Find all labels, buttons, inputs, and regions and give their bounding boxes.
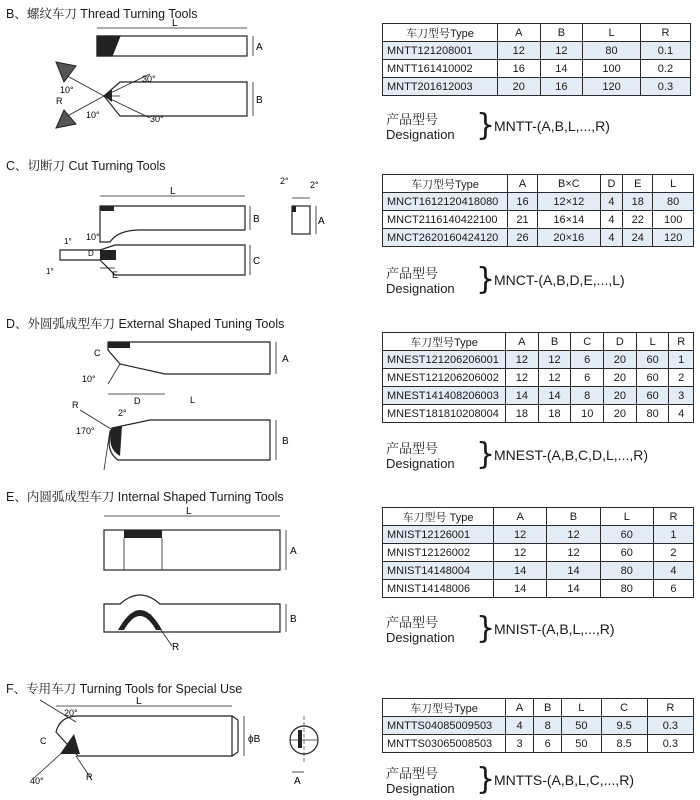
table-cell: 14 <box>494 580 547 598</box>
column-header: B <box>534 699 562 717</box>
column-header: L <box>636 333 669 351</box>
designation-formula: MNTTS-(A,B,L,C,...,R) <box>494 772 634 788</box>
table-cell: 0.1 <box>640 42 690 60</box>
table-cell: MNTT201612003 <box>383 78 498 96</box>
table-cell: 12 <box>538 351 571 369</box>
table-cell: 50 <box>562 735 601 753</box>
table-cell: 100 <box>583 60 641 78</box>
dimension-label: A <box>290 546 297 557</box>
table-cell: 20 <box>604 351 637 369</box>
table-cell: 0.2 <box>640 60 690 78</box>
internal-shaped-tools-table <box>382 507 694 598</box>
dimension-label: A <box>256 42 263 53</box>
column-header: 车刀型号Type <box>383 24 498 42</box>
column-header: A <box>498 24 541 42</box>
designation-label <box>386 441 455 471</box>
table-cell: 6 <box>653 580 693 598</box>
brace-icon: } <box>476 108 496 143</box>
table-cell: MNCT2116140422100 <box>383 211 508 229</box>
designation-label <box>386 615 455 645</box>
table-cell: MNTTS04085009503 <box>383 717 506 735</box>
table-cell: 21 <box>508 211 538 229</box>
table-cell: 18 <box>538 405 571 423</box>
designation-text: 产品型号 <box>386 266 439 281</box>
table-cell: MNCT2620160424120 <box>383 229 508 247</box>
table-cell: 16 <box>508 193 538 211</box>
dimension-label: 40° <box>30 776 44 786</box>
table-header-row <box>383 699 694 717</box>
table-cell: 80 <box>636 405 669 423</box>
table-cell: 22 <box>623 211 653 229</box>
column-header: C <box>601 699 647 717</box>
thread-tools-table <box>382 23 691 96</box>
dimension-label: B <box>253 214 260 225</box>
table-cell: 12 <box>494 526 547 544</box>
designation-text: Designation <box>386 781 455 796</box>
table-cell: 12 <box>538 369 571 387</box>
dimension-label: ϕB <box>248 734 261 745</box>
section-title-c: C、切断刀 Cut Turning Tools <box>6 159 166 173</box>
designation-label <box>386 766 455 796</box>
table-row <box>383 369 694 387</box>
brace-icon: } <box>476 762 496 797</box>
table-cell: 12 <box>494 544 547 562</box>
table-cell: 14 <box>538 387 571 405</box>
table-cell: 0.3 <box>647 717 693 735</box>
table-row <box>383 387 694 405</box>
cut-tool-drawing <box>0 150 370 300</box>
table-cell: 80 <box>583 42 641 60</box>
designation-text: 产品型号 <box>386 441 439 456</box>
column-header: L <box>653 175 694 193</box>
table-header-row <box>383 175 694 193</box>
dimension-label: 10° <box>60 85 74 95</box>
table-cell: 12 <box>547 526 600 544</box>
table-header-row <box>383 333 694 351</box>
designation-formula: MNIST-(A,B,L,...,R) <box>494 621 615 637</box>
dimension-label: B <box>282 436 289 447</box>
section-title-b: B、螺纹车刀 Thread Turning Tools <box>6 7 198 21</box>
table-header-row <box>383 24 691 42</box>
table-cell: 100 <box>653 211 694 229</box>
table-cell: 80 <box>600 580 653 598</box>
column-header: 车刀型号Type <box>383 333 506 351</box>
table-cell: 120 <box>653 229 694 247</box>
table-row <box>383 60 691 78</box>
dimension-label: 30° <box>150 114 164 124</box>
table-cell: 14 <box>506 387 539 405</box>
column-header: L <box>583 24 641 42</box>
table-cell: 120 <box>583 78 641 96</box>
special-use-tools-table <box>382 698 694 753</box>
table-row <box>383 580 694 598</box>
table-cell: 1 <box>669 351 694 369</box>
table-cell: 12 <box>506 351 539 369</box>
designation-formula: MNCT-(A,B,D,E,...,L) <box>494 272 625 288</box>
table-cell: MNEST181810208004 <box>383 405 506 423</box>
column-header: R <box>640 24 690 42</box>
column-header: A <box>494 508 547 526</box>
table-cell: 8 <box>571 387 604 405</box>
table-row <box>383 42 691 60</box>
external-shaped-tools-table <box>382 332 694 423</box>
table-header-row <box>383 508 694 526</box>
table-cell: 20 <box>604 405 637 423</box>
dimension-label: B <box>290 614 297 625</box>
dimension-label: 2° <box>310 180 319 190</box>
dimension-label: 1° <box>64 237 72 246</box>
table-cell: 0.3 <box>640 78 690 96</box>
table-cell: 8.5 <box>601 735 647 753</box>
column-header: R <box>653 508 693 526</box>
table-cell: 60 <box>636 387 669 405</box>
table-cell: 3 <box>669 387 694 405</box>
table-cell: 60 <box>636 369 669 387</box>
dimension-label: E <box>112 270 119 280</box>
table-cell: 10 <box>571 405 604 423</box>
designation-text: Designation <box>386 281 455 296</box>
dimension-label: 2° <box>280 176 289 186</box>
table-cell: MNIST14148006 <box>383 580 494 598</box>
table-cell: MNTT161410002 <box>383 60 498 78</box>
table-cell: 8 <box>534 717 562 735</box>
special-use-tool-drawing <box>0 680 370 800</box>
table-row <box>383 405 694 423</box>
table-cell: 18 <box>506 405 539 423</box>
cut-tools-table <box>382 174 694 247</box>
column-header: L <box>562 699 601 717</box>
section-title-e: E、内圆弧成型车刀 Internal Shaped Turning Tools <box>6 490 284 504</box>
table-cell: 20 <box>604 369 637 387</box>
dimension-label: D <box>134 396 141 406</box>
table-row <box>383 78 691 96</box>
table-cell: 60 <box>600 544 653 562</box>
brace-icon: } <box>476 437 496 472</box>
table-cell: 14 <box>540 60 583 78</box>
table-cell: 4 <box>600 229 623 247</box>
table-cell: MNEST121206206001 <box>383 351 506 369</box>
column-header: D <box>600 175 623 193</box>
table-cell: MNEST141408206003 <box>383 387 506 405</box>
column-header: A <box>506 699 534 717</box>
dimension-label: 10° <box>82 374 96 384</box>
table-cell: 9.5 <box>601 717 647 735</box>
dimension-label: B <box>256 95 263 106</box>
table-cell: 14 <box>547 562 600 580</box>
dimension-label: R <box>72 400 79 410</box>
table-row <box>383 562 694 580</box>
label-l: L <box>172 18 178 29</box>
brace-icon: } <box>476 611 496 646</box>
column-header: A <box>508 175 538 193</box>
column-header: 车刀型号 Type <box>383 508 494 526</box>
table-cell: 0.3 <box>647 735 693 753</box>
column-header: E <box>623 175 653 193</box>
internal-shaped-tool-drawing <box>0 490 370 660</box>
designation-text: 产品型号 <box>386 766 439 781</box>
table-cell: 18 <box>623 193 653 211</box>
dimension-label: 20° <box>64 708 78 718</box>
designation-text: Designation <box>386 456 455 471</box>
column-header: D <box>604 333 637 351</box>
column-header: B <box>547 508 600 526</box>
thread-tool-drawing <box>0 0 370 150</box>
table-cell: 20×16 <box>538 229 601 247</box>
table-cell: MNEST121206206002 <box>383 369 506 387</box>
column-header: 车刀型号Type <box>383 699 506 717</box>
table-cell: 60 <box>636 351 669 369</box>
dimension-label: R <box>56 96 63 106</box>
table-cell: 12×12 <box>538 193 601 211</box>
designation-label <box>386 112 455 142</box>
table-row <box>383 544 694 562</box>
table-cell: 16 <box>540 78 583 96</box>
dimension-label: C <box>94 348 101 358</box>
table-cell: 4 <box>653 562 693 580</box>
table-cell: 14 <box>494 562 547 580</box>
dimension-label: A <box>282 354 289 365</box>
table-cell: 12 <box>547 544 600 562</box>
column-header: A <box>506 333 539 351</box>
table-cell: 60 <box>600 526 653 544</box>
dimension-label: R <box>86 772 93 782</box>
table-cell: 20 <box>498 78 541 96</box>
table-cell: MNIST12126002 <box>383 544 494 562</box>
table-cell: 16×14 <box>538 211 601 229</box>
column-header: R <box>647 699 693 717</box>
designation-text: Designation <box>386 127 455 142</box>
dimension-label: 10° <box>86 110 100 120</box>
external-shaped-tool-drawing <box>0 310 370 480</box>
designation-label <box>386 266 455 296</box>
table-cell: 12 <box>498 42 541 60</box>
table-cell: 3 <box>506 735 534 753</box>
table-cell: 4 <box>669 405 694 423</box>
dimension-label: A <box>294 776 301 787</box>
table-cell: MNTT121208001 <box>383 42 498 60</box>
table-row <box>383 735 694 753</box>
dimension-label: R <box>172 642 180 653</box>
table-cell: 4 <box>600 193 623 211</box>
dimension-label: A <box>318 216 325 227</box>
table-row <box>383 717 694 735</box>
dimension-label: C <box>40 736 47 746</box>
dimension-label: D <box>88 249 94 258</box>
dimension-label: 10° <box>86 232 100 242</box>
dimension-label: 2° <box>118 408 127 418</box>
table-cell: 12 <box>540 42 583 60</box>
column-header: C <box>571 333 604 351</box>
table-cell: 50 <box>562 717 601 735</box>
dimension-label: 1° <box>46 267 54 276</box>
column-header: 车刀型号Type <box>383 175 508 193</box>
dimension-label: L <box>190 395 196 405</box>
table-cell: MNTTS03065008503 <box>383 735 506 753</box>
table-cell: 12 <box>506 369 539 387</box>
table-cell: 2 <box>669 369 694 387</box>
table-cell: 1 <box>653 526 693 544</box>
table-cell: 16 <box>498 60 541 78</box>
designation-text: 产品型号 <box>386 615 439 630</box>
dimension-label: L <box>186 506 192 517</box>
table-cell: MNIST12126001 <box>383 526 494 544</box>
table-cell: 6 <box>571 351 604 369</box>
table-cell: 4 <box>600 211 623 229</box>
designation-text: Designation <box>386 630 455 645</box>
table-row <box>383 351 694 369</box>
table-cell: 2 <box>653 544 693 562</box>
table-cell: 4 <box>506 717 534 735</box>
table-cell: 6 <box>571 369 604 387</box>
column-header: B <box>538 333 571 351</box>
designation-text: 产品型号 <box>386 112 439 127</box>
section-title-f: F、专用车刀 Turning Tools for Special Use <box>6 682 243 696</box>
brace-icon: } <box>476 262 496 297</box>
dimension-label: 30° <box>142 74 156 84</box>
table-cell: 26 <box>508 229 538 247</box>
designation-formula: MNEST-(A,B,C,D,L,...,R) <box>494 447 649 463</box>
table-row <box>383 211 694 229</box>
table-cell: 6 <box>534 735 562 753</box>
dimension-label: L <box>170 186 176 197</box>
column-header: L <box>600 508 653 526</box>
dimension-label: C <box>253 256 261 267</box>
column-header: B <box>540 24 583 42</box>
table-row <box>383 193 694 211</box>
section-title-d: D、外圆弧成型车刀 External Shaped Tuning Tools <box>6 317 285 331</box>
table-row <box>383 526 694 544</box>
dimension-label: 170° <box>76 426 95 436</box>
column-header: R <box>669 333 694 351</box>
table-cell: 80 <box>653 193 694 211</box>
table-cell: 80 <box>600 562 653 580</box>
dimension-label: L <box>136 696 142 707</box>
table-row <box>383 229 694 247</box>
designation-formula: MNTT-(A,B,L,...,R) <box>494 118 610 134</box>
table-cell: 20 <box>604 387 637 405</box>
table-cell: 14 <box>547 580 600 598</box>
table-cell: MNCT1612120418080 <box>383 193 508 211</box>
column-header: B×C <box>538 175 601 193</box>
table-cell: 24 <box>623 229 653 247</box>
table-cell: MNIST14148004 <box>383 562 494 580</box>
